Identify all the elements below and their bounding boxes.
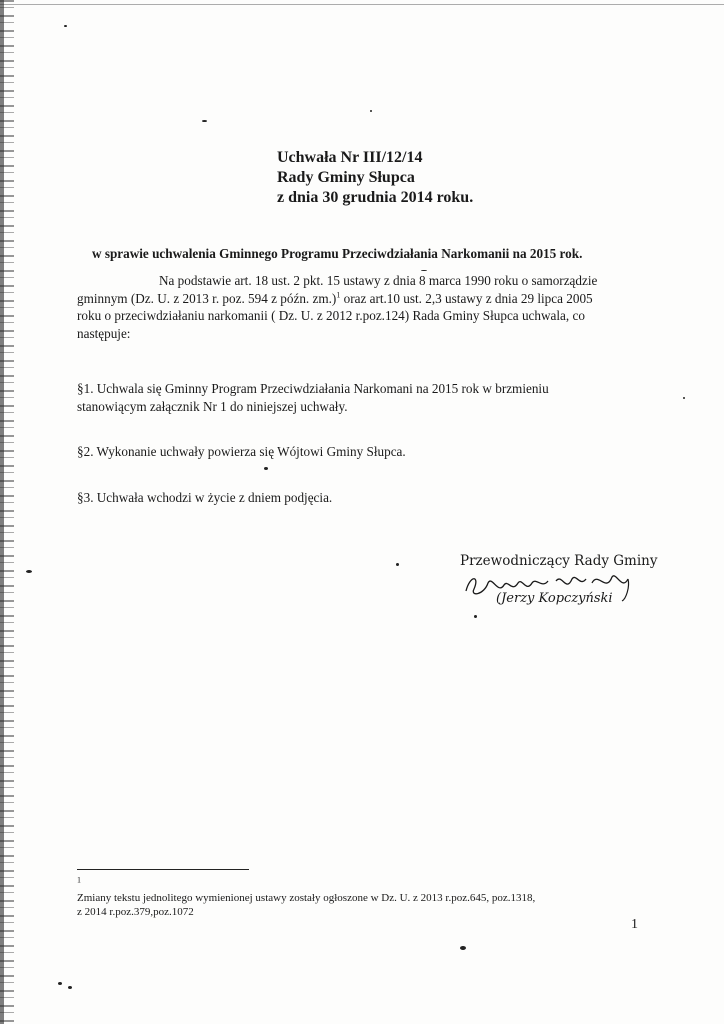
signatory-title: Przewodniczący Rady Gminy — [460, 553, 658, 569]
scan-speck — [396, 563, 399, 566]
intro-line: Na podstawie art. 18 ust. 2 pkt. 15 ustawy z dnia 8 marca 1990 roku o samorządzie — [159, 273, 598, 288]
scan-speck — [26, 570, 32, 573]
section-1 — [77, 380, 647, 415]
resolution-subject: w sprawie uchwalenia Gminnego Programu Przeciwdziałania Narkomanii na 2015 rok. — [92, 246, 583, 261]
scan-left-edge-border — [0, 0, 4, 1024]
scan-speck — [474, 615, 477, 618]
legal-basis-paragraph — [77, 272, 647, 342]
scan-speck — [683, 397, 685, 399]
footnote-text: Zmiany tekstu jednolitego wymienionej ustawy zostały ogłoszone w Dz. U. z 2013 r.poz.645, poz.1318, — [77, 892, 536, 904]
intro-line: następuje: — [77, 325, 131, 341]
resolution-number: Uchwała Nr III/12/14 — [277, 149, 423, 166]
section-2-text: §2. Wykonanie uchwały powierza się Wójtowi Gminy Słupca. — [77, 444, 406, 459]
scan-speck — [460, 946, 466, 950]
resolution-header — [277, 148, 473, 208]
footnote-line: z 2014 r.poz.379,poz.1072 — [77, 906, 194, 918]
page-number: 1 — [631, 917, 638, 932]
footnote-marker: 1 — [77, 875, 81, 885]
scan-speck — [370, 110, 372, 112]
scan-speck — [68, 986, 72, 989]
intro-line-part: gminnym (Dz. U. z 2013 r. poz. 594 z późn. zm.) — [77, 290, 337, 306]
signatory-name-text: Jerzy Kopczyński — [501, 591, 613, 606]
resolution-date: z dnia 30 grudnia 2014 roku. — [277, 189, 474, 206]
scan-speck — [421, 270, 427, 271]
section-1-line: §1. Uchwala się Gminny Program Przeciwdziałania Narkomani na 2015 rok w brzmieniu — [77, 381, 549, 396]
footnote-reference: 1 — [336, 290, 341, 300]
section-2 — [77, 443, 647, 461]
footnote-separator — [77, 869, 249, 870]
intro-line: roku o przeciwdziałaniu narkomanii ( Dz. U. z 2012 r.poz.124) Rada Gminy Słupca uchwala, co — [77, 308, 585, 323]
section-3 — [77, 489, 647, 507]
footnote — [77, 877, 677, 919]
scan-speck — [264, 467, 268, 470]
scan-speck — [202, 120, 207, 122]
intro-line — [77, 290, 647, 308]
signatory-name: (Jerzy Kopczyński — [496, 591, 613, 606]
section-3-text: §3. Uchwała wchodzi w życie z dniem podjęcia. — [77, 490, 333, 505]
intro-line-part: oraz art.10 ust. 2,3 ustawy z dnia 29 lipca 2005 — [340, 290, 593, 306]
council-name: Rady Gminy Słupca — [277, 169, 415, 186]
signature-block — [460, 553, 660, 606]
scan-speck — [58, 982, 62, 985]
scan-top-edge — [0, 4, 724, 5]
section-1-line: stanowiącym załącznik Nr 1 do niniejszej uchwały. — [77, 398, 348, 414]
scan-speck — [64, 25, 67, 27]
footnote-line — [77, 877, 677, 905]
